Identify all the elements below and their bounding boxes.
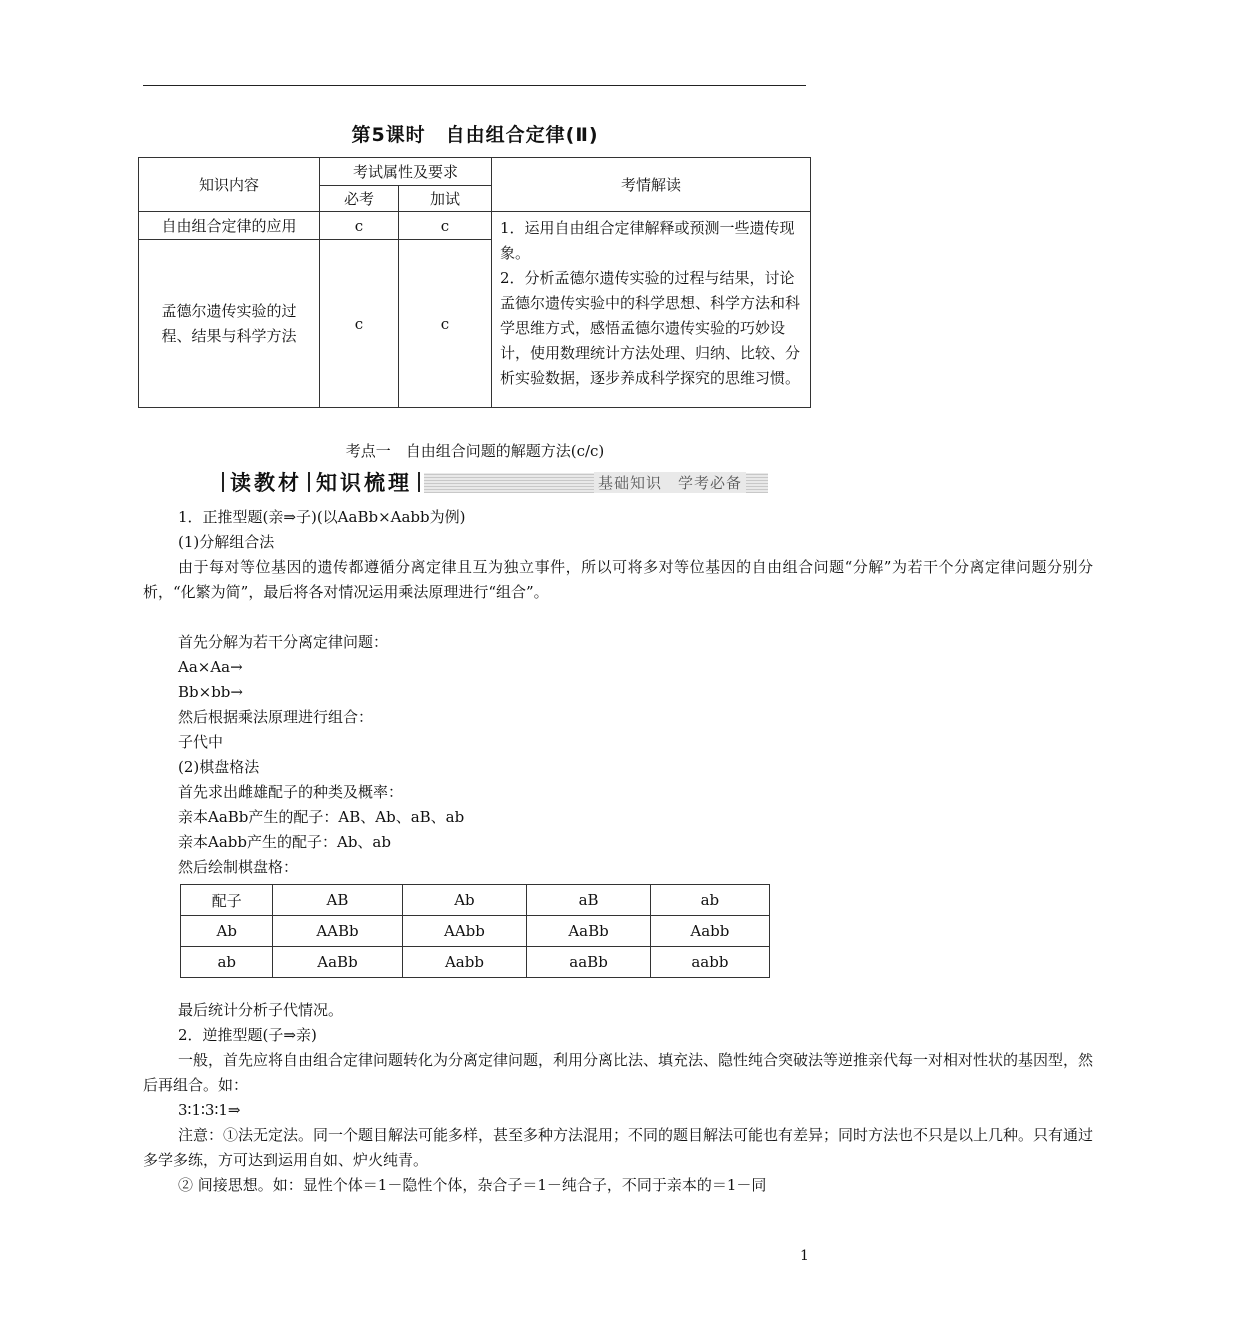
header-rule xyxy=(143,85,806,86)
grid-header: Ab xyxy=(402,885,527,916)
grid-cell: AaBb xyxy=(527,916,650,947)
banner-left-1: 读教材 xyxy=(230,471,302,495)
grid-header: aB xyxy=(527,885,650,916)
header-content: 知识内容 xyxy=(139,158,320,212)
grid-header: 配子 xyxy=(181,885,273,916)
row-jiashi: c xyxy=(399,212,492,240)
section-banner xyxy=(222,469,768,497)
para-17: 3∶1∶3∶1⇒ xyxy=(178,1101,241,1119)
page-number: 1 xyxy=(800,1248,809,1264)
grid-cell: AaBb xyxy=(273,947,402,978)
banner-label xyxy=(222,469,426,497)
para-18: 注意：①法无定法。同一个题目解法可能多样，甚至多种方法混用；不同的题目解法可能也有差异；同时方法也不只是以上几种。只有通过多学多练，方可达到运用自如、炉火纯青。 xyxy=(143,1126,1094,1169)
para-7: 然后根据乘法原理进行组合： xyxy=(178,708,374,726)
para-2: (1)分解组合法 xyxy=(178,533,275,551)
interp-1: 1．运用自由组合定律解释或预测一些遗传现象。 xyxy=(500,219,795,262)
row-jiashi: c xyxy=(399,240,492,408)
row-bikao: c xyxy=(320,212,399,240)
para-19: ② 间接思想。如：显性个体＝1－隐性个体，杂合子＝1－纯合子，不同于亲本的＝1－同 xyxy=(178,1176,767,1194)
grid-cell: AABb xyxy=(273,916,402,947)
header-bikao: 必考 xyxy=(320,186,399,212)
para-8: 子代中 xyxy=(178,733,224,751)
punnett-table xyxy=(180,884,770,978)
para-5: Aa×Aa→ xyxy=(178,658,243,676)
page-title: 第5课时 自由组合定律(Ⅱ) xyxy=(351,124,599,146)
grid-header: ab xyxy=(650,885,769,916)
grid-cell: AAbb xyxy=(402,916,527,947)
grid-cell: aabb xyxy=(650,947,769,978)
para-14: 最后统计分析子代情况。 xyxy=(178,1001,344,1019)
header-interp: 考情解读 xyxy=(492,158,811,212)
interp-2: 2．分析孟德尔遗传实验的过程与结果，讨论孟德尔遗传实验中的科学思想、科学方法和科学思维方式，感悟孟德尔遗传实验的巧妙设计，使用数理统计方法处理、归纳、比较、分析实验数据，逐步养成科学探究的思维习惯。 xyxy=(500,269,801,387)
row-content: 自由组合定律的应用 xyxy=(139,212,320,240)
banner-left-2: 知识梳理 xyxy=(316,471,412,495)
para-12: 亲本Aabb产生的配子：Ab、ab xyxy=(178,833,391,851)
header-attr: 考试属性及要求 xyxy=(320,158,492,186)
row-bikao: c xyxy=(320,240,399,408)
grid-cell: Aabb xyxy=(650,916,769,947)
interp-cell xyxy=(492,212,811,408)
para-10: 首先求出雌雄配子的种类及概率： xyxy=(178,783,404,801)
knowledge-table xyxy=(138,157,811,408)
para-4: 首先分解为若干分离定律问题： xyxy=(178,633,389,651)
grid-cell: aaBb xyxy=(527,947,650,978)
para-16: 一般，首先应将自由组合定律问题转化为分离定律问题，利用分离比法、填充法、隐性纯合突破法等逆推亲代每一对相对性状的基因型，然后再组合。如： xyxy=(143,1051,1094,1094)
grid-header: AB xyxy=(273,885,402,916)
para-13: 然后绘制棋盘格： xyxy=(178,858,299,876)
row-content: 孟德尔遗传实验的过程、结果与科学方法 xyxy=(139,240,320,408)
banner-right: 基础知识 学考必备 xyxy=(594,472,746,493)
section-title: 考点一 自由组合问题的解题方法(c/c) xyxy=(345,442,605,460)
grid-cell: Aabb xyxy=(402,947,527,978)
grid-cell: ab xyxy=(181,947,273,978)
para-11: 亲本AaBb产生的配子：AB、Ab、aB、ab xyxy=(178,808,465,826)
para-9: (2)棋盘格法 xyxy=(178,758,260,776)
grid-cell: Ab xyxy=(181,916,273,947)
para-15: 2．逆推型题(子⇒亲) xyxy=(178,1026,317,1044)
header-jiashi: 加试 xyxy=(399,186,492,212)
para-6: Bb×bb→ xyxy=(178,683,243,701)
para-3: 由于每对等位基因的遗传都遵循分离定律且互为独立事件，所以可将多对等位基因的自由组合问题“分解”为若干个分离定律问题分别分析，“化繁为简”，最后将各对情况运用乘法原理进行“组合”。 xyxy=(143,558,1093,601)
para-1: 1．正推型题(亲⇒子)(以AaBb×Aabb为例) xyxy=(178,508,466,526)
